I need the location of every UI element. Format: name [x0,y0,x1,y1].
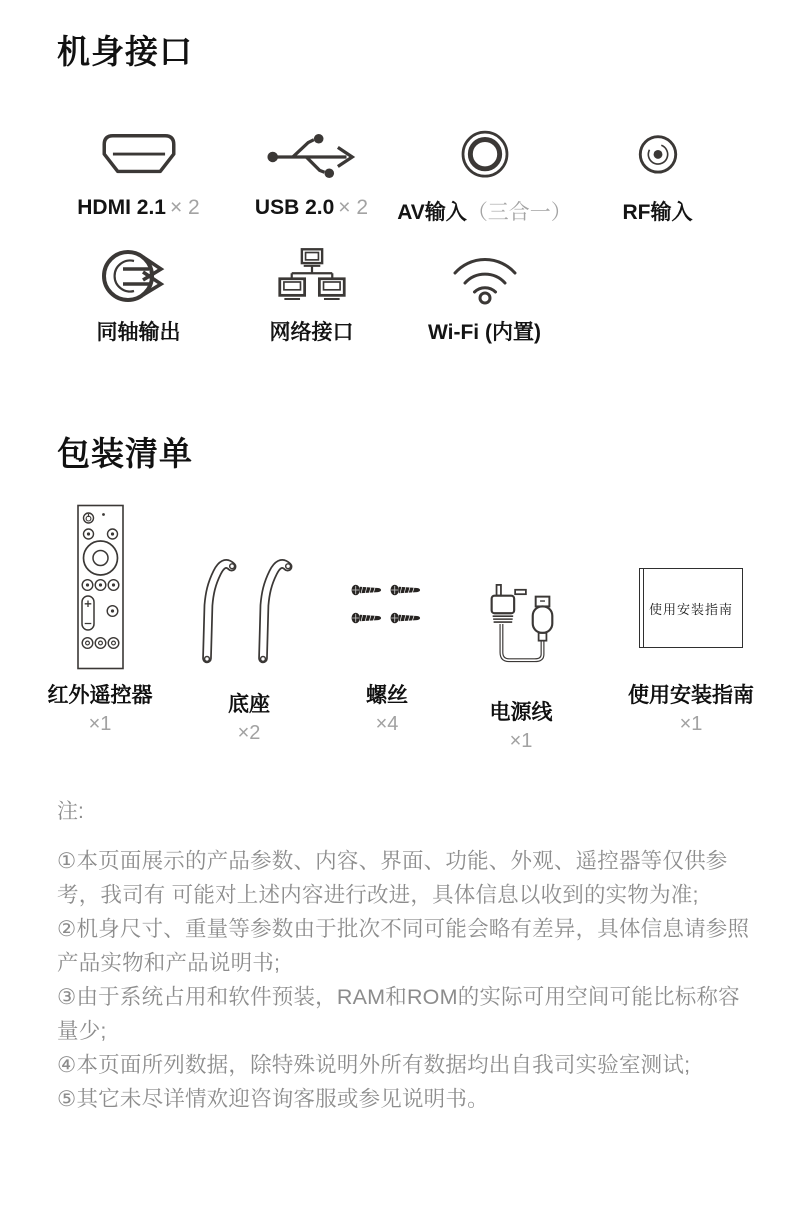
port-label [428,316,541,346]
pack-item-power-cable [451,495,591,753]
ports-row-2 [52,242,744,346]
port-ethernet [225,242,398,346]
pack-item-qty: ×1 [679,713,703,735]
av-jack-icon [452,122,518,190]
notes-section [57,795,751,1116]
port-qty: × 2 [338,196,369,219]
rf-jack-icon [629,122,687,190]
pack-item-qty: ×4 [375,713,399,735]
port-coaxial-out [52,242,225,346]
notes-label: 注: [57,800,84,823]
port-name: USB 2.0 [254,196,335,219]
port-rf-input [571,122,744,226]
port-qty: × 2 [169,196,200,219]
port-label [623,196,693,226]
port-name: AV输入 [397,201,467,224]
port-hdmi [52,122,225,226]
port-usb [225,122,398,226]
port-label [77,196,199,220]
port-av-input [398,122,571,226]
pack-item-label: 使用安装指南 [628,684,754,707]
port-label [97,316,181,346]
coaxial-icon [101,242,177,310]
pack-item-qty: ×1 [509,730,533,752]
pack-item-stand [179,495,319,745]
wifi-icon [447,242,523,310]
note-item-3: ③由于系统占用和软件预装，RAM和ROM的实际可用空间可能比标称容量少; [57,985,740,1043]
note-item-2: ②机身尺寸、重量等参数由于批次不同可能会略有差异，具体信息请参照产品实物和产品说明书; [57,917,750,975]
note-item-5: ⑤其它未尽详情欢迎咨询客服或参见说明书。 [57,1087,489,1111]
port-wifi [398,242,571,346]
ports-row-1 [52,122,744,226]
booklet-cover-text: 使用安装指南 [648,601,733,617]
pack-item-label: 电源线 [489,701,553,724]
pack-item-label: 螺丝 [366,684,408,707]
port-label [255,196,368,220]
port-name: 同轴输出 [96,321,181,344]
pack-item-label: 底座 [228,693,270,716]
note-item-1: ①本页面展示的产品参数、内容、界面、功能、外观、遥控器等仅供参考，我司有 可能对上述内容进行改进，具体信息以收到的实物为准; [57,849,728,907]
port-name: Wi-Fi (内置) [428,321,541,344]
power-cable-art [451,495,591,670]
pack-item-qty: ×1 [88,713,112,735]
pack-item-manual [601,495,781,736]
port-label [270,316,354,346]
packing-section-title: 包装清单 [57,435,193,472]
pack-item-qty: ×2 [237,722,261,744]
pack-item-label: 红外遥控器 [47,684,153,707]
note-item-4: ④本页面所列数据，除特殊说明外所有数据均出自我司实验室测试; [57,1053,691,1077]
remote-control-art [30,495,170,670]
pack-item-remote [30,495,170,736]
port-name: RF输入 [622,201,693,224]
port-name: 网络接口 [269,321,354,344]
port-qualifier: （三合一） [466,201,572,224]
ports-section-title: 机身接口 [57,33,193,70]
screws-art [351,580,423,628]
manual-booklet-art [639,568,743,648]
usb-icon [266,122,358,190]
port-label [397,196,572,226]
ethernet-icon [277,242,347,310]
stand-legs-art [179,495,319,670]
pack-item-screws [317,495,457,736]
port-name: HDMI 2.1 [77,196,166,219]
hdmi-icon [98,122,180,190]
